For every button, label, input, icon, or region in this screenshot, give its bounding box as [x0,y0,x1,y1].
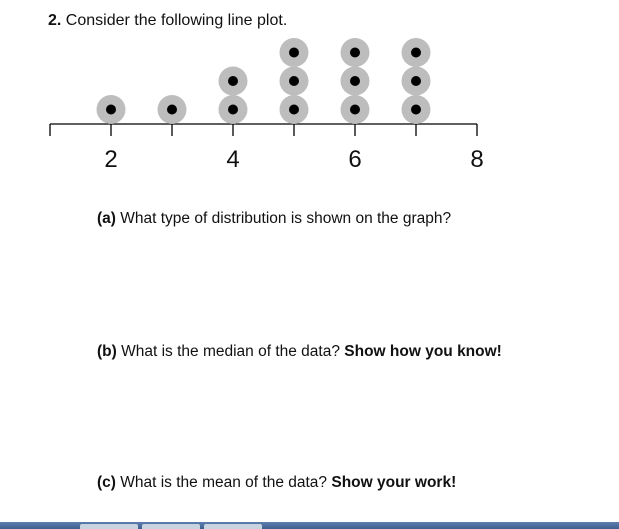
data-point [350,76,360,86]
data-point [228,105,238,115]
data-point [411,105,421,115]
x-tick-label: 8 [470,146,484,173]
data-point [167,105,177,115]
taskbar-button[interactable] [80,524,138,529]
data-point [411,48,421,58]
data-point [289,76,299,86]
x-tick-label: 6 [348,146,362,173]
line-plot [0,0,619,200]
data-point [228,76,238,86]
data-point [350,105,360,115]
part-b-label: (b) [97,343,117,360]
part-b-instruction: Show how you know! [344,343,502,360]
part-c-text: What is the mean of the data? [115,474,332,491]
data-point [411,76,421,86]
part-b [97,343,502,361]
taskbar [0,522,619,529]
part-a-text: What type of distribution is shown on the graph? [115,210,452,227]
data-point [289,105,299,115]
part-a [97,210,451,228]
part-c-label: (c) [97,474,116,491]
question-prompt: Consider the following line plot. [65,12,288,29]
taskbar-button[interactable] [142,524,200,529]
question-number: 2. [48,12,62,29]
part-c-instruction: Show your work! [331,474,457,491]
data-point [350,48,360,58]
data-point [289,48,299,58]
part-a-label: (a) [97,210,116,227]
x-tick-label: 4 [226,146,240,173]
x-tick-label: 2 [104,146,118,173]
data-point [106,105,116,115]
part-c [97,474,456,492]
taskbar-button[interactable] [204,524,262,529]
part-b-text: What is the median of the data? [116,343,345,360]
